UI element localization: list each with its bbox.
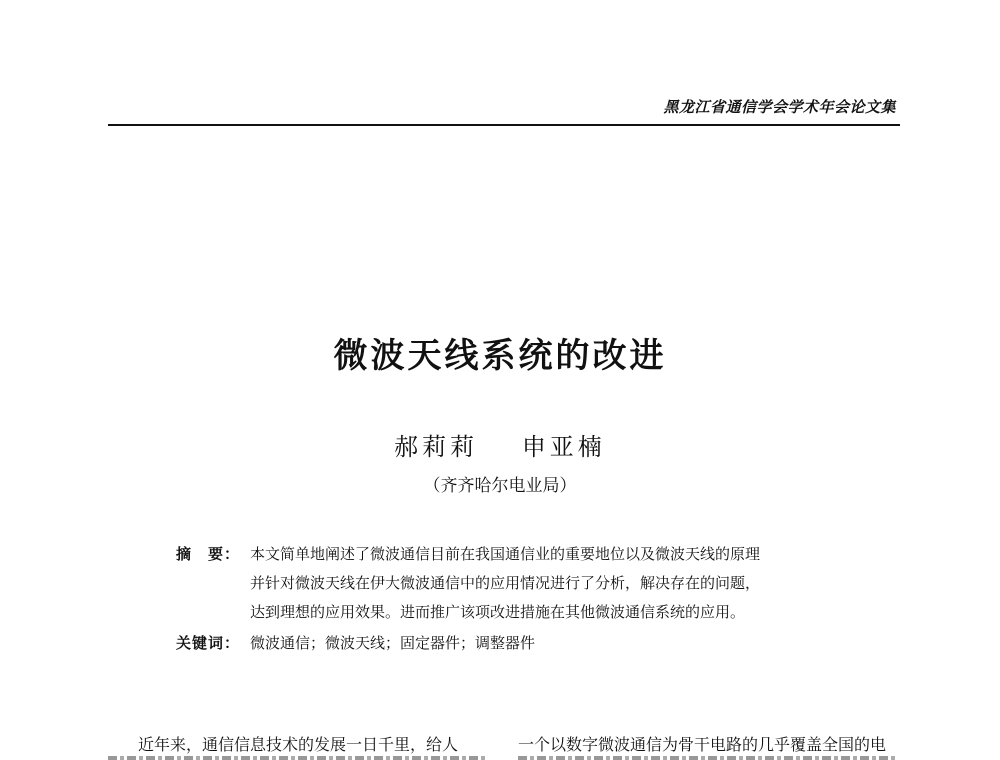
abstract-line: 本文简单地阐述了微波通信目前在我国通信业的重要地位以及微波天线的原理: [250, 545, 761, 563]
body-right-column-line: 一个以数字微波通信为骨干电路的几乎覆盖全国的电: [518, 735, 887, 754]
author-name: 郝莉莉: [394, 433, 479, 461]
running-header: 黑龙江省通信学会学术年会论文集: [663, 98, 896, 116]
cut-off-text-fragment: [518, 756, 898, 760]
keywords-text: 微波通信；微波天线；固定器件；调整器件: [250, 634, 536, 652]
abstract-line: 并针对微波天线在伊大微波通信中的应用情况进行了分析，解决存在的问题，: [250, 574, 761, 592]
header-rule: [108, 124, 900, 126]
cut-off-text-fragment: [108, 756, 488, 760]
author-list: [0, 427, 1000, 462]
keywords-label: 关键词：: [176, 634, 241, 652]
abstract-line: 达到理想的应用效果。进而推广该项改进措施在其他微波通信系统的应用。: [250, 603, 746, 621]
paper-title: 微波天线系统的改进: [333, 336, 667, 376]
body-left-column-line: 近年来，通信信息技术的发展一日千里，给人: [138, 735, 459, 754]
author-name: 申亚楠: [521, 433, 606, 461]
abstract-label: 摘 要：: [176, 545, 241, 563]
affiliation: （齐齐哈尔电业局）: [423, 476, 577, 496]
